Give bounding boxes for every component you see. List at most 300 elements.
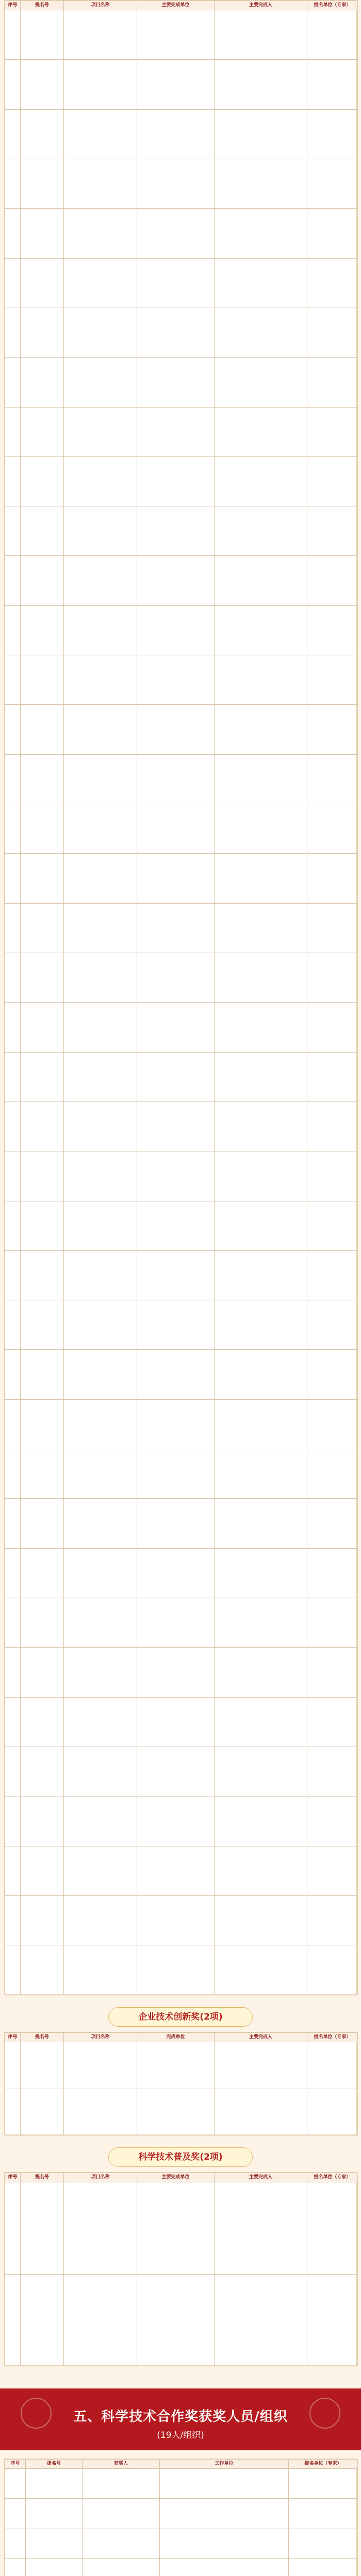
cell-people: [215, 705, 307, 754]
cell-index: [5, 10, 21, 60]
cell-index: [5, 1101, 21, 1151]
cell-unit: [137, 506, 215, 556]
cell-project-name: [64, 1399, 137, 1449]
cell-nomination-id: [21, 953, 64, 1002]
cell-nomination-id: [21, 1399, 64, 1449]
cell-index: [5, 804, 21, 854]
cell-nomination-id: [21, 1548, 64, 1598]
cell-nomination-id: [21, 10, 64, 60]
cell-nomination-id: [21, 1250, 64, 1300]
table-row: [5, 2042, 358, 2089]
cell-unit: [137, 1797, 215, 1846]
cell-nomination-id: [21, 1052, 64, 1101]
cell-project-name: [64, 60, 137, 109]
cell-people: [215, 10, 307, 60]
cell-nomination-id: [21, 903, 64, 953]
cooperation-table-header: [5, 2460, 358, 2469]
cell-nomination-id: [21, 754, 64, 804]
cell-awardee: [83, 2499, 160, 2529]
table-row: [5, 705, 358, 754]
cell-index: [5, 2089, 21, 2135]
table-row: [5, 2089, 358, 2135]
cell-project-name: [64, 308, 137, 357]
table-row: [5, 1895, 358, 1945]
cell-index: [5, 953, 21, 1002]
cooperation-table-body: [5, 2469, 358, 2576]
cell-unit: [137, 1499, 215, 1548]
cell-nominator: [307, 1697, 358, 1747]
cell-nomination-id: [21, 407, 64, 456]
table-row: [5, 1250, 358, 1300]
cell-unit: [137, 1151, 215, 1201]
cell-unit: [137, 159, 215, 208]
cell-nomination-id: [21, 1003, 64, 1052]
cell-index: [5, 1747, 21, 1796]
cell-nomination-id: [21, 1747, 64, 1796]
cell-nominator: [289, 2469, 358, 2499]
cell-people: [215, 109, 307, 159]
cell-people: [215, 953, 307, 1002]
cell-index: [5, 1300, 21, 1350]
cell-project-name: [64, 1747, 137, 1796]
cell-people: [215, 308, 307, 357]
popularization-award-title: 科学技术普及奖: [138, 2152, 200, 2162]
col-project-name: 项目名称: [64, 1, 137, 10]
cell-nominator: [307, 407, 358, 456]
cell-project-name: [64, 109, 137, 159]
cell-nomination-id: [21, 1945, 64, 1995]
cell-nominator: [307, 1201, 358, 1250]
col-nomination-id: 提名号: [26, 2460, 83, 2469]
cell-people: [215, 159, 307, 208]
cell-unit: [137, 2089, 215, 2135]
table-row: [5, 754, 358, 804]
cell-people: [215, 2042, 307, 2089]
innovation-table: [5, 2032, 358, 2136]
cell-project-name: [64, 1300, 137, 1350]
cell-project-name: [64, 705, 137, 754]
cell-nomination-id: [21, 1151, 64, 1201]
cell-nominator: [307, 1399, 358, 1449]
cell-unit: [137, 2042, 215, 2089]
cell-unit: [137, 1399, 215, 1449]
cell-nomination-id: [26, 2469, 83, 2499]
cell-nominator: [307, 655, 358, 705]
cell-index: [5, 605, 21, 655]
col-workplace: 工作单位: [160, 2460, 289, 2469]
cell-index: [5, 1449, 21, 1499]
cell-nominator: [307, 308, 358, 357]
cooperation-award-banner: [0, 2388, 361, 2450]
cell-people: [215, 754, 307, 804]
cell-people: [215, 1895, 307, 1945]
cell-nomination-id: [21, 556, 64, 605]
cell-index: [5, 2469, 26, 2499]
table-row: [5, 804, 358, 854]
cell-people: [215, 258, 307, 308]
cell-workplace: [160, 2529, 289, 2558]
table-row: [5, 903, 358, 953]
table-row: [5, 1350, 358, 1399]
cell-people: [215, 804, 307, 854]
cell-index: [5, 655, 21, 705]
col-awardee: 获奖人: [83, 2460, 160, 2469]
cell-unit: [137, 655, 215, 705]
cell-people: [215, 2274, 307, 2366]
table-row: [5, 1548, 358, 1598]
cell-nominator: [307, 953, 358, 1002]
cell-nominator: [289, 2558, 358, 2576]
table-row: [5, 2529, 358, 2558]
cell-awardee: [83, 2558, 160, 2576]
cell-nominator: [307, 754, 358, 804]
cell-project-name: [64, 10, 137, 60]
cell-nomination-id: [21, 308, 64, 357]
cell-index: [5, 2182, 21, 2274]
cell-project-name: [64, 605, 137, 655]
cooperation-award-title: 五、科学技术合作奖获奖人员/组织: [73, 2409, 288, 2425]
cell-project-name: [64, 2089, 137, 2135]
cell-index: [5, 903, 21, 953]
popularization-table-body: [5, 2182, 358, 2366]
cell-unit: [137, 456, 215, 506]
cell-nominator: [307, 854, 358, 903]
cell-nomination-id: [21, 506, 64, 556]
cell-nomination-id: [21, 1201, 64, 1250]
table-row: [5, 1945, 358, 1995]
cell-unit: [137, 407, 215, 456]
table-row: [5, 109, 358, 159]
cell-project-name: [64, 456, 137, 506]
cell-nominator: [307, 1548, 358, 1598]
table-row: [5, 655, 358, 705]
cell-nomination-id: [21, 1648, 64, 1697]
cell-unit: [137, 1052, 215, 1101]
col-unit: 主要完成单位: [137, 1, 215, 10]
cell-nominator: [307, 258, 358, 308]
cell-nomination-id: [21, 1895, 64, 1945]
cell-unit: [137, 1846, 215, 1895]
cell-nomination-id: [26, 2529, 83, 2558]
cell-nomination-id: [21, 605, 64, 655]
cell-nominator: [307, 1052, 358, 1101]
cell-project-name: [64, 903, 137, 953]
cell-index: [5, 1350, 21, 1399]
cell-index: [5, 506, 21, 556]
table-row: [5, 1201, 358, 1250]
cell-index: [5, 556, 21, 605]
cell-nominator: [307, 358, 358, 407]
cell-people: [215, 1003, 307, 1052]
cell-nomination-id: [21, 60, 64, 109]
table-row: [5, 506, 358, 556]
cell-unit: [137, 1449, 215, 1499]
cell-people: [215, 1499, 307, 1548]
cell-awardee: [83, 2529, 160, 2558]
table-row: [5, 1846, 358, 1895]
cooperation-table: [5, 2459, 358, 2576]
table-row: [5, 258, 358, 308]
col-nominator: 提名单位（专家）: [307, 2173, 358, 2182]
cell-project-name: [64, 407, 137, 456]
cell-people: [215, 1648, 307, 1697]
cell-unit: [137, 1350, 215, 1399]
cell-project-name: [64, 506, 137, 556]
col-people: 主要完成人: [215, 1, 307, 10]
table-row: [5, 1797, 358, 1846]
cell-project-name: [64, 1797, 137, 1846]
col-nomination-id: 提名号: [21, 1, 64, 10]
cell-unit: [137, 705, 215, 754]
cell-nominator: [307, 1101, 358, 1151]
cell-people: [215, 209, 307, 258]
cell-unit: [137, 953, 215, 1002]
cell-nomination-id: [21, 358, 64, 407]
cell-index: [5, 1945, 21, 1995]
cell-project-name: [64, 1846, 137, 1895]
col-index: 序号: [5, 2173, 21, 2182]
cell-index: [5, 1648, 21, 1697]
cell-nominator: [307, 506, 358, 556]
cell-project-name: [64, 1895, 137, 1945]
innovation-award-title: 企业技术创新奖: [138, 2012, 200, 2022]
cell-nomination-id: [21, 1101, 64, 1151]
col-nomination-id: 提名号: [21, 2033, 64, 2042]
cell-people: [215, 854, 307, 903]
col-project-name: 项目名称: [64, 2033, 137, 2042]
table-row: [5, 953, 358, 1002]
cell-project-name: [64, 754, 137, 804]
cell-people: [215, 2182, 307, 2274]
cell-people: [215, 1250, 307, 1300]
cell-index: [5, 1499, 21, 1548]
col-unit: 完成单位: [137, 2033, 215, 2042]
cell-nominator: [307, 2042, 358, 2089]
cell-unit: [137, 1548, 215, 1598]
col-nominator: 提名单位（专家）: [289, 2460, 358, 2469]
cell-people: [215, 1101, 307, 1151]
cell-nominator: [289, 2529, 358, 2558]
cell-nominator: [307, 456, 358, 506]
cell-project-name: [64, 804, 137, 854]
cell-nominator: [307, 1350, 358, 1399]
cell-unit: [137, 358, 215, 407]
table-row: [5, 358, 358, 407]
cell-unit: [137, 1747, 215, 1796]
cell-nominator: [307, 10, 358, 60]
cell-people: [215, 556, 307, 605]
cell-people: [215, 1052, 307, 1101]
table-row: [5, 1598, 358, 1648]
cell-nominator: [307, 1003, 358, 1052]
table-row: [5, 605, 358, 655]
cell-unit: [137, 754, 215, 804]
cell-nominator: [307, 1598, 358, 1648]
cell-people: [215, 407, 307, 456]
cell-people: [215, 903, 307, 953]
col-nominator: 提名单位（专家）: [307, 1, 358, 10]
cell-unit: [137, 2274, 215, 2366]
cell-project-name: [64, 953, 137, 1002]
cell-project-name: [64, 1598, 137, 1648]
col-project-name: 项目名称: [64, 2173, 137, 2182]
table-row: [5, 60, 358, 109]
cell-nominator: [307, 2274, 358, 2366]
cell-people: [215, 1399, 307, 1449]
cell-nominator: [307, 109, 358, 159]
cell-nominator: [307, 1499, 358, 1548]
cell-index: [5, 1548, 21, 1598]
cell-index: [5, 2042, 21, 2089]
award-table-body: [5, 10, 358, 1995]
cell-people: [215, 1300, 307, 1350]
cell-nominator: [307, 159, 358, 208]
cell-people: [215, 605, 307, 655]
cell-index: [5, 109, 21, 159]
cell-index: [5, 2499, 26, 2529]
cell-index: [5, 1797, 21, 1846]
cell-nominator: [307, 1945, 358, 1995]
cell-project-name: [64, 1350, 137, 1399]
cell-nomination-id: [21, 2089, 64, 2135]
table-row: [5, 10, 358, 60]
cell-nomination-id: [21, 258, 64, 308]
innovation-award-heading: [108, 2007, 253, 2027]
table-row: [5, 1648, 358, 1697]
cell-project-name: [64, 1548, 137, 1598]
cell-index: [5, 705, 21, 754]
cell-nomination-id: [21, 1300, 64, 1350]
table-row: [5, 1052, 358, 1101]
cell-index: [5, 60, 21, 109]
table-row: [5, 1399, 358, 1449]
cell-unit: [137, 1201, 215, 1250]
cell-nomination-id: [21, 804, 64, 854]
cell-project-name: [64, 358, 137, 407]
cell-unit: [137, 308, 215, 357]
cell-index: [5, 407, 21, 456]
cell-index: [5, 209, 21, 258]
cell-people: [215, 2089, 307, 2135]
cell-unit: [137, 854, 215, 903]
cell-people: [215, 1747, 307, 1796]
cell-nomination-id: [21, 655, 64, 705]
cell-nominator: [307, 605, 358, 655]
cell-nomination-id: [21, 1499, 64, 1548]
cooperation-award-count: (19人/组织): [157, 2430, 204, 2441]
cell-nominator: [307, 1797, 358, 1846]
table-row: [5, 2499, 358, 2529]
table-row: [5, 407, 358, 456]
cell-unit: [137, 1250, 215, 1300]
cell-people: [215, 358, 307, 407]
cell-nomination-id: [21, 209, 64, 258]
table-row: [5, 1151, 358, 1201]
cell-project-name: [64, 1697, 137, 1747]
col-index: 序号: [5, 1, 21, 10]
cell-index: [5, 2558, 26, 2576]
cell-project-name: [64, 655, 137, 705]
popularization-table-panel: [4, 2172, 357, 2366]
table-row: [5, 159, 358, 208]
cell-index: [5, 1598, 21, 1648]
cell-unit: [137, 1003, 215, 1052]
cell-unit: [137, 2182, 215, 2274]
table-row: [5, 2274, 358, 2366]
cell-nominator: [307, 1300, 358, 1350]
cell-nominator: [289, 2499, 358, 2529]
cell-people: [215, 1945, 307, 1995]
cell-index: [5, 854, 21, 903]
cell-project-name: [64, 1449, 137, 1499]
cell-project-name: [64, 209, 137, 258]
cell-nomination-id: [21, 159, 64, 208]
col-unit: 主要完成单位: [137, 2173, 215, 2182]
table-row: [5, 1300, 358, 1350]
table-row: [5, 1747, 358, 1796]
cell-project-name: [64, 1945, 137, 1995]
table-row: [5, 308, 358, 357]
cell-unit: [137, 804, 215, 854]
cell-index: [5, 1895, 21, 1945]
cell-index: [5, 308, 21, 357]
cell-people: [215, 1449, 307, 1499]
award-table-header: [5, 1, 358, 10]
cell-unit: [137, 556, 215, 605]
cell-index: [5, 2529, 26, 2558]
cell-people: [215, 1201, 307, 1250]
innovation-table-header: [5, 2033, 358, 2042]
popularization-table-header: [5, 2173, 358, 2182]
innovation-table-panel: [4, 2032, 357, 2135]
col-nominator: 提名单位（专家）: [307, 2033, 358, 2042]
innovation-award-count: (2项): [200, 2012, 223, 2022]
cell-people: [215, 1797, 307, 1846]
table-row: [5, 2182, 358, 2274]
cell-index: [5, 1003, 21, 1052]
cell-unit: [137, 209, 215, 258]
cell-unit: [137, 1648, 215, 1697]
cell-unit: [137, 1598, 215, 1648]
cell-project-name: [64, 2042, 137, 2089]
table-row: [5, 2469, 358, 2499]
cell-unit: [137, 60, 215, 109]
cell-index: [5, 1697, 21, 1747]
table-row: [5, 209, 358, 258]
cell-project-name: [64, 1250, 137, 1300]
cell-people: [215, 655, 307, 705]
cell-nominator: [307, 1895, 358, 1945]
cell-unit: [137, 1945, 215, 1995]
cell-nomination-id: [26, 2499, 83, 2529]
col-index: 序号: [5, 2460, 26, 2469]
table-row: [5, 1003, 358, 1052]
cell-nominator: [307, 556, 358, 605]
cell-nomination-id: [21, 1697, 64, 1747]
cell-project-name: [64, 1151, 137, 1201]
cell-people: [215, 60, 307, 109]
cell-index: [5, 1399, 21, 1449]
cell-unit: [137, 605, 215, 655]
cell-nominator: [307, 2182, 358, 2274]
cell-people: [215, 1598, 307, 1648]
cell-people: [215, 456, 307, 506]
cell-index: [5, 1151, 21, 1201]
cell-nomination-id: [21, 705, 64, 754]
popularization-table: [5, 2173, 358, 2366]
cell-people: [215, 1548, 307, 1598]
cell-nomination-id: [26, 2558, 83, 2576]
